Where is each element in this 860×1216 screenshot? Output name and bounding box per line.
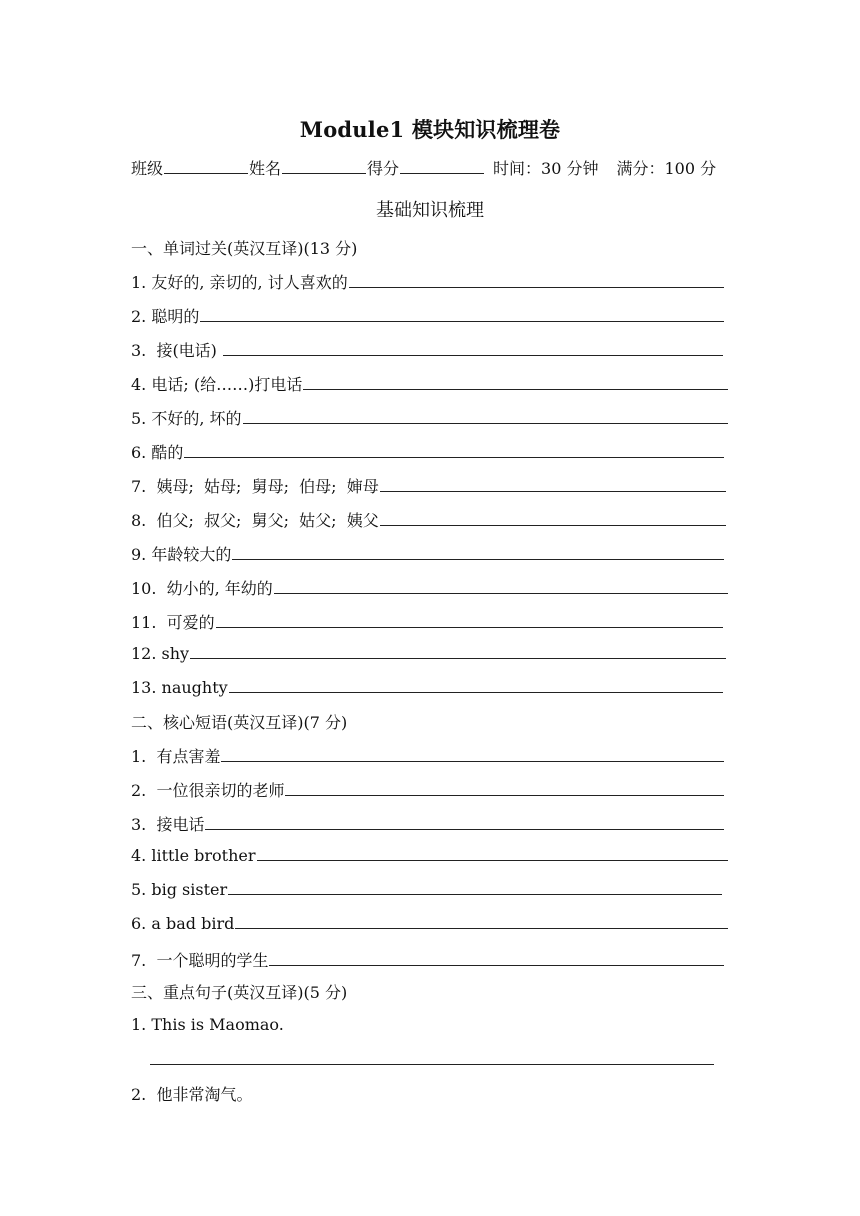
name-blank[interactable] xyxy=(282,159,366,174)
section-subtitle: 基础知识梳理 xyxy=(376,200,484,221)
class-blank[interactable] xyxy=(164,159,248,174)
question-text: 4. little brother xyxy=(131,846,256,865)
answer-blank[interactable] xyxy=(380,511,726,526)
sentence-question: 1. This is Maomao. xyxy=(131,1015,284,1034)
class-label: 班级 xyxy=(131,159,164,178)
question-row xyxy=(131,678,723,697)
answer-blank[interactable] xyxy=(380,477,726,492)
question-row xyxy=(131,812,724,835)
question-text: 3. 接(电话) xyxy=(131,341,223,360)
time-text: 时间：30 分钟 xyxy=(493,159,599,178)
question-row xyxy=(131,914,728,933)
answer-blank[interactable] xyxy=(269,951,724,966)
question-row xyxy=(131,576,728,599)
answer-blank[interactable] xyxy=(274,579,728,594)
question-text: 7. 一个聪明的学生 xyxy=(131,951,269,970)
question-text: 1. 友好的, 亲切的, 讨人喜欢的 xyxy=(131,273,348,292)
question-row xyxy=(131,846,728,865)
question-text: 9. 年龄较大的 xyxy=(131,545,232,564)
question-text: 11. 可爱的 xyxy=(131,613,215,632)
question-text: 3. 接电话 xyxy=(131,815,205,834)
answer-blank[interactable] xyxy=(243,409,728,424)
answer-blank[interactable] xyxy=(200,307,724,322)
answer-blank[interactable] xyxy=(257,846,729,861)
answer-blank[interactable] xyxy=(216,613,723,628)
answer-blank[interactable] xyxy=(223,341,723,356)
question-text: 5. big sister xyxy=(131,880,228,899)
question-text: 2. 聪明的 xyxy=(131,307,200,326)
question-row xyxy=(131,440,724,463)
question-text: 13. naughty xyxy=(131,678,228,697)
sentence-question: 2. 他非常淘气。 xyxy=(131,1085,253,1104)
question-text: 5. 不好的, 坏的 xyxy=(131,409,242,428)
answer-blank[interactable] xyxy=(150,1064,714,1065)
question-row xyxy=(131,948,724,971)
answer-blank[interactable] xyxy=(285,781,724,796)
question-row xyxy=(131,270,724,293)
answer-blank[interactable] xyxy=(229,678,723,693)
question-row xyxy=(131,880,722,899)
part2-heading: 二、核心短语(英汉互译)(7 分) xyxy=(131,713,348,732)
question-row xyxy=(131,744,724,767)
score-label: 得分 xyxy=(367,159,400,178)
question-row xyxy=(131,610,723,633)
question-row xyxy=(131,304,724,327)
question-text: 7. 姨母; 姑母; 舅母; 伯母; 婶母 xyxy=(131,477,379,496)
question-row xyxy=(131,474,726,497)
question-text: 1. 有点害羞 xyxy=(131,747,221,766)
answer-blank[interactable] xyxy=(221,747,724,762)
question-row xyxy=(131,644,726,663)
question-text: 8. 伯父; 叔父; 舅父; 姑父; 姨父 xyxy=(131,511,379,530)
part3-heading: 三、重点句子(英汉互译)(5 分) xyxy=(131,983,348,1002)
question-text: 10. 幼小的, 年幼的 xyxy=(131,579,273,598)
question-text: 6. 酷的 xyxy=(131,443,184,462)
question-row xyxy=(131,542,724,565)
answer-blank[interactable] xyxy=(235,914,728,929)
question-row xyxy=(131,372,728,395)
question-text: 2. 一位很亲切的老师 xyxy=(131,781,285,800)
name-label: 姓名 xyxy=(249,159,282,178)
question-row xyxy=(131,406,728,429)
question-text: 4. 电话; (给……)打电话 xyxy=(131,375,303,394)
student-info-line xyxy=(131,156,731,179)
answer-blank[interactable] xyxy=(349,273,724,288)
question-text: 12. shy xyxy=(131,644,190,663)
part1-heading: 一、单词过关(英汉互译)(13 分) xyxy=(131,239,358,258)
answer-blank[interactable] xyxy=(190,644,726,659)
score-blank[interactable] xyxy=(400,159,484,174)
question-row xyxy=(131,778,724,801)
answer-blank[interactable] xyxy=(205,815,724,830)
answer-blank[interactable] xyxy=(184,443,724,458)
question-row xyxy=(131,508,726,531)
answer-blank[interactable] xyxy=(228,880,722,895)
page-title: Module1 模块知识梳理卷 xyxy=(299,117,561,142)
question-row xyxy=(131,338,723,361)
question-text: 6. a bad bird xyxy=(131,914,235,933)
answer-blank[interactable] xyxy=(303,375,728,390)
answer-blank[interactable] xyxy=(232,545,724,560)
full-score-text: 满分：100 分 xyxy=(616,159,717,178)
